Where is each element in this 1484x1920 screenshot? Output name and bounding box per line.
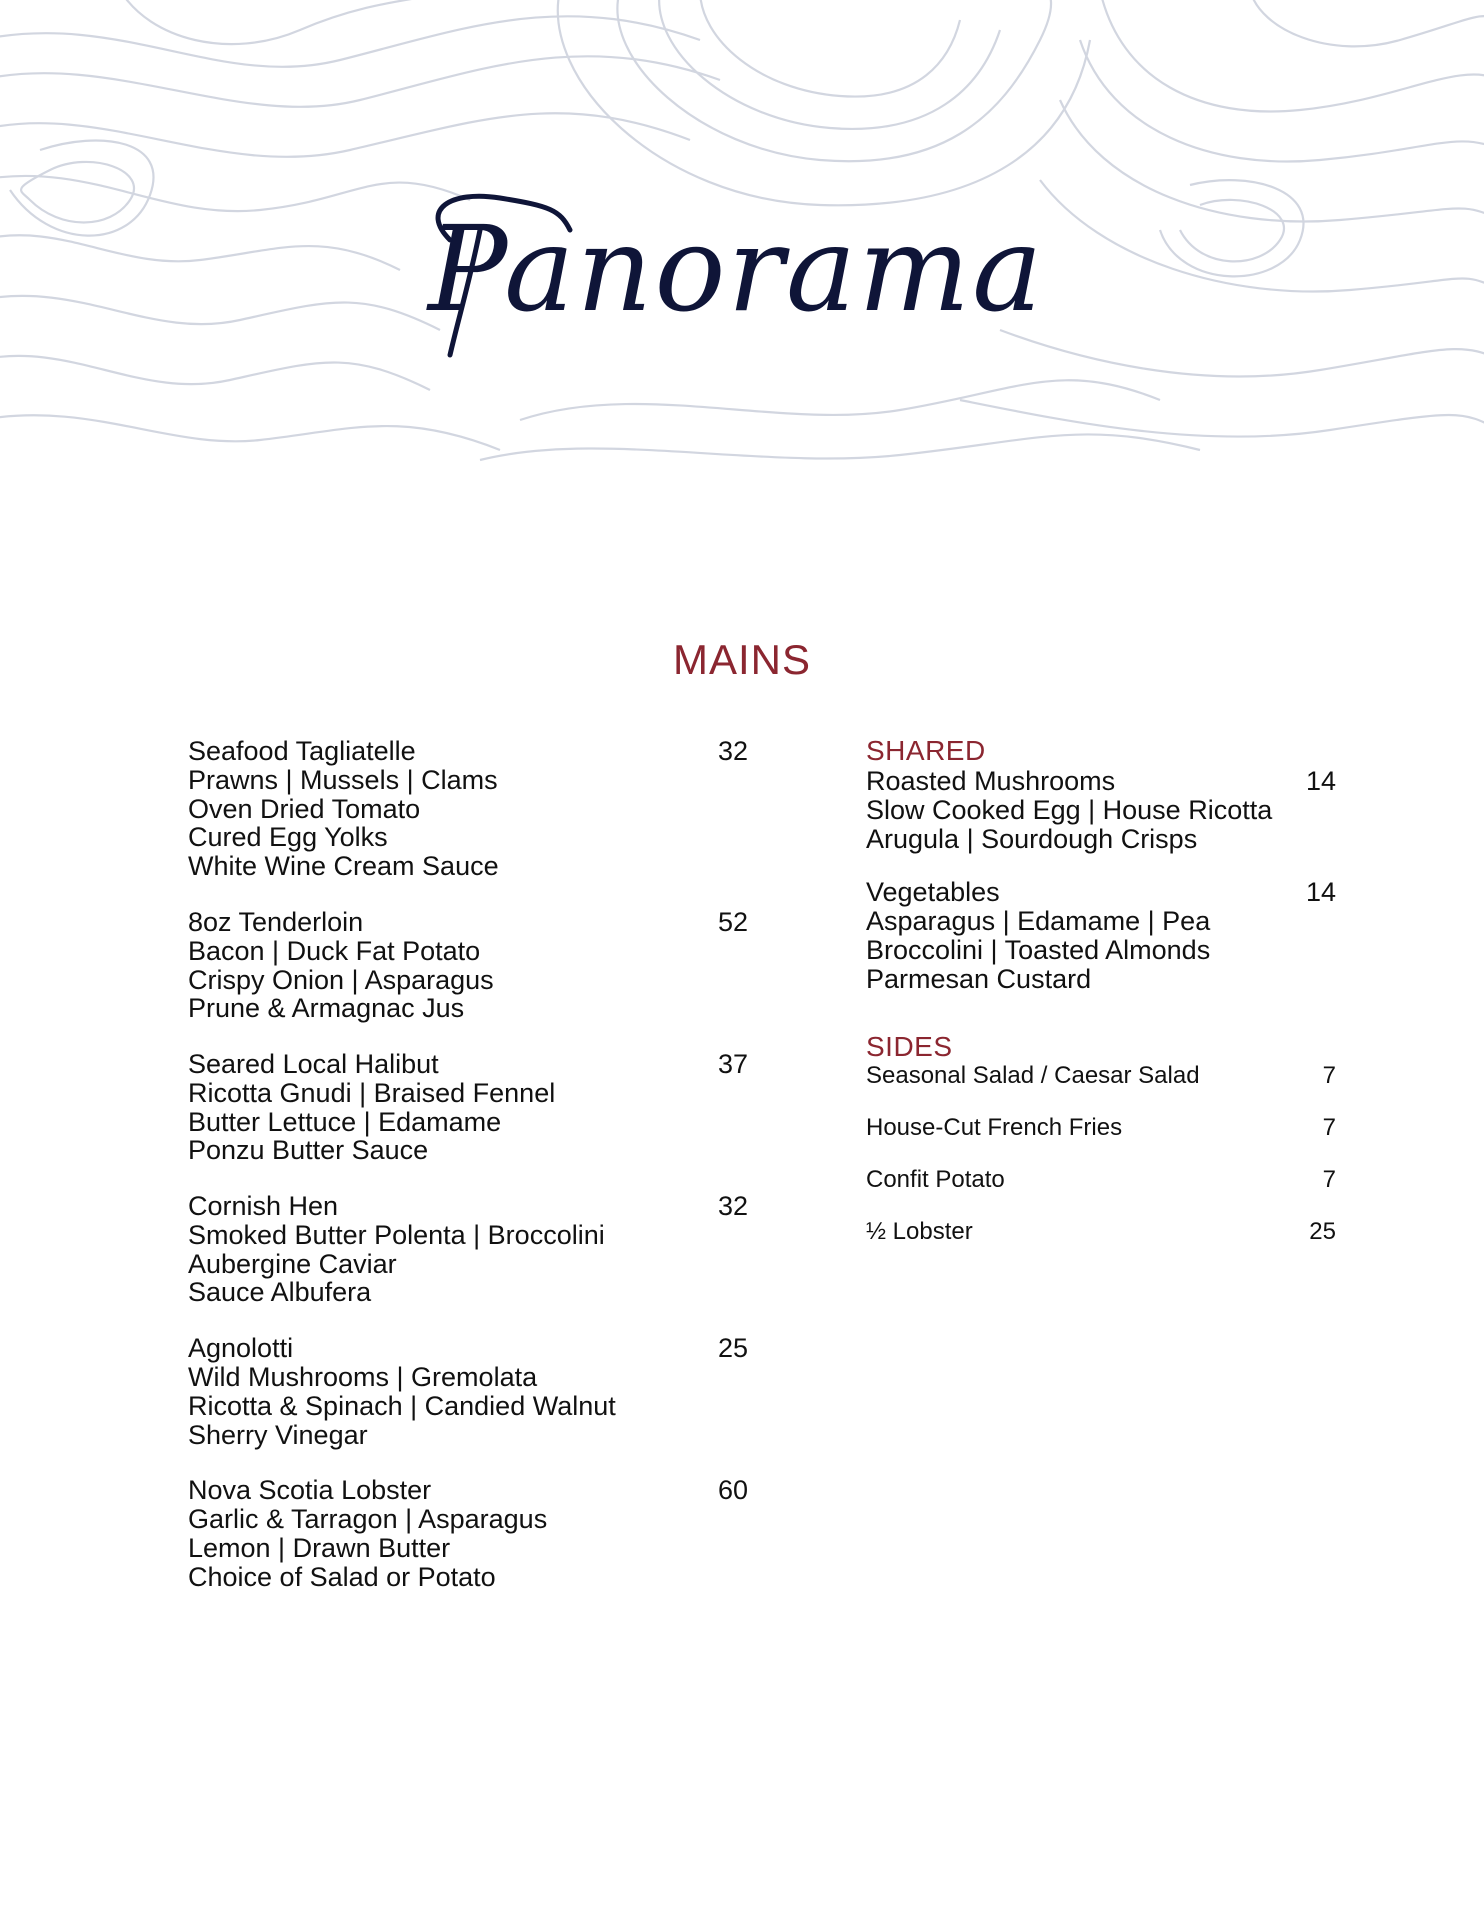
menu-item-price: 37 (717, 1048, 748, 1079)
shared-item-description: Parmesan Custard (866, 963, 1092, 994)
shared-item-description: Arugula | Sourdough Crisps (866, 823, 1198, 854)
side-item-name: Seasonal Salad / Caesar Salad (866, 1061, 1200, 1089)
menu-item-description: Butter Lettuce | Edamame (188, 1106, 502, 1137)
side-item-price: 7 (1322, 1113, 1336, 1141)
shared-item-description: Slow Cooked Egg | House Ricotta (866, 795, 1273, 825)
menu-item-description: Crispy Onion | Asparagus (188, 964, 494, 995)
shared-item-name: Roasted Mushrooms (866, 766, 1116, 796)
shared-item-name: Vegetables (866, 877, 1000, 908)
side-item (866, 1114, 1336, 1166)
menu-item-description: Aubergine Caviar (188, 1248, 397, 1279)
menu-item (188, 1191, 748, 1307)
menu-item (188, 736, 748, 881)
menu-item-name: Seared Local Halibut (188, 1048, 439, 1079)
mains-list (188, 736, 748, 1617)
menu-item-description: Wild Mushrooms | Gremolata (188, 1362, 538, 1393)
side-item-name: ½ Lobster (866, 1217, 973, 1245)
shared-item-price: 14 (1305, 877, 1336, 908)
svg-text:Panorama: Panorama (428, 200, 1045, 338)
menu-item (188, 907, 748, 1023)
side-item-name: House-Cut French Fries (866, 1113, 1123, 1141)
menu-item-price: 52 (717, 906, 748, 937)
right-column (866, 736, 1336, 1270)
menu-item-description: Sauce Albufera (188, 1277, 372, 1308)
sides-section (866, 1032, 1336, 1270)
menu-item-description: Garlic & Tarragon | Asparagus (188, 1504, 548, 1535)
side-item (866, 1166, 1336, 1218)
sides-list (866, 1062, 1336, 1270)
menu-item-header (188, 736, 748, 766)
section-title-sides: SIDES (866, 1030, 953, 1062)
menu-item-description: Bacon | Duck Fat Potato (188, 935, 481, 966)
menu-item (188, 1049, 748, 1165)
shared-item-header (866, 877, 1336, 907)
shared-item-description: Asparagus | Edamame | Pea (866, 906, 1211, 937)
menu-item-description: Lemon | Drawn Butter (188, 1532, 451, 1563)
menu-item-name: Agnolotti (188, 1333, 294, 1364)
menu-item-description: Prune & Armagnac Jus (188, 993, 465, 1024)
shared-item-price: 14 (1305, 766, 1336, 796)
side-item (866, 1062, 1336, 1114)
header-banner (0, 0, 1484, 472)
menu-item-description: Ricotta & Spinach | Candied Walnut (188, 1390, 616, 1421)
shared-item (866, 877, 1336, 993)
menu-item-price: 60 (717, 1475, 748, 1506)
menu-item-header (188, 1333, 748, 1363)
menu-item-header (188, 1191, 748, 1221)
menu-item-price: 25 (717, 1333, 748, 1364)
shared-list (866, 766, 1336, 994)
menu-item-price: 32 (717, 736, 748, 766)
menu-item-description: Cured Egg Yolks (188, 822, 388, 853)
shared-item-header (866, 766, 1336, 796)
side-item-price: 7 (1322, 1165, 1336, 1193)
side-item-price: 25 (1309, 1217, 1336, 1245)
menu-item-name: Cornish Hen (188, 1191, 339, 1222)
menu-item-description: Smoked Butter Polenta | Broccolini (188, 1220, 605, 1251)
section-title-shared: SHARED (866, 735, 986, 766)
menu-item-description: Choice of Salad or Potato (188, 1561, 496, 1592)
side-item-price: 7 (1322, 1061, 1336, 1089)
menu-item-description: White Wine Cream Sauce (188, 851, 499, 882)
menu-item-description: Oven Dried Tomato (188, 793, 421, 824)
menu-item-description: Prawns | Mussels | Clams (188, 765, 498, 795)
menu-item-description: Ponzu Butter Sauce (188, 1135, 429, 1166)
shared-section (866, 736, 1336, 994)
menu-item-header (188, 1049, 748, 1079)
menu-item-description: Ricotta Gnudi | Braised Fennel (188, 1077, 556, 1108)
menu-item-header (188, 907, 748, 937)
menu-item (188, 1475, 748, 1591)
menu-item-name: 8oz Tenderloin (188, 906, 364, 937)
shared-item-description: Broccolini | Toasted Almonds (866, 935, 1211, 966)
menu-item-header (188, 1475, 748, 1505)
section-title-mains: MAINS (672, 636, 811, 683)
menu-item (188, 1333, 748, 1449)
side-item-name: Confit Potato (866, 1165, 1005, 1193)
panorama-logo (410, 170, 1090, 390)
menu-item-name: Nova Scotia Lobster (188, 1475, 432, 1506)
menu-item-description: Sherry Vinegar (188, 1419, 368, 1450)
menu-item-price: 32 (717, 1191, 748, 1222)
side-item (866, 1218, 1336, 1270)
menu-item-name: Seafood Tagliatelle (188, 736, 416, 766)
shared-item (866, 766, 1336, 853)
